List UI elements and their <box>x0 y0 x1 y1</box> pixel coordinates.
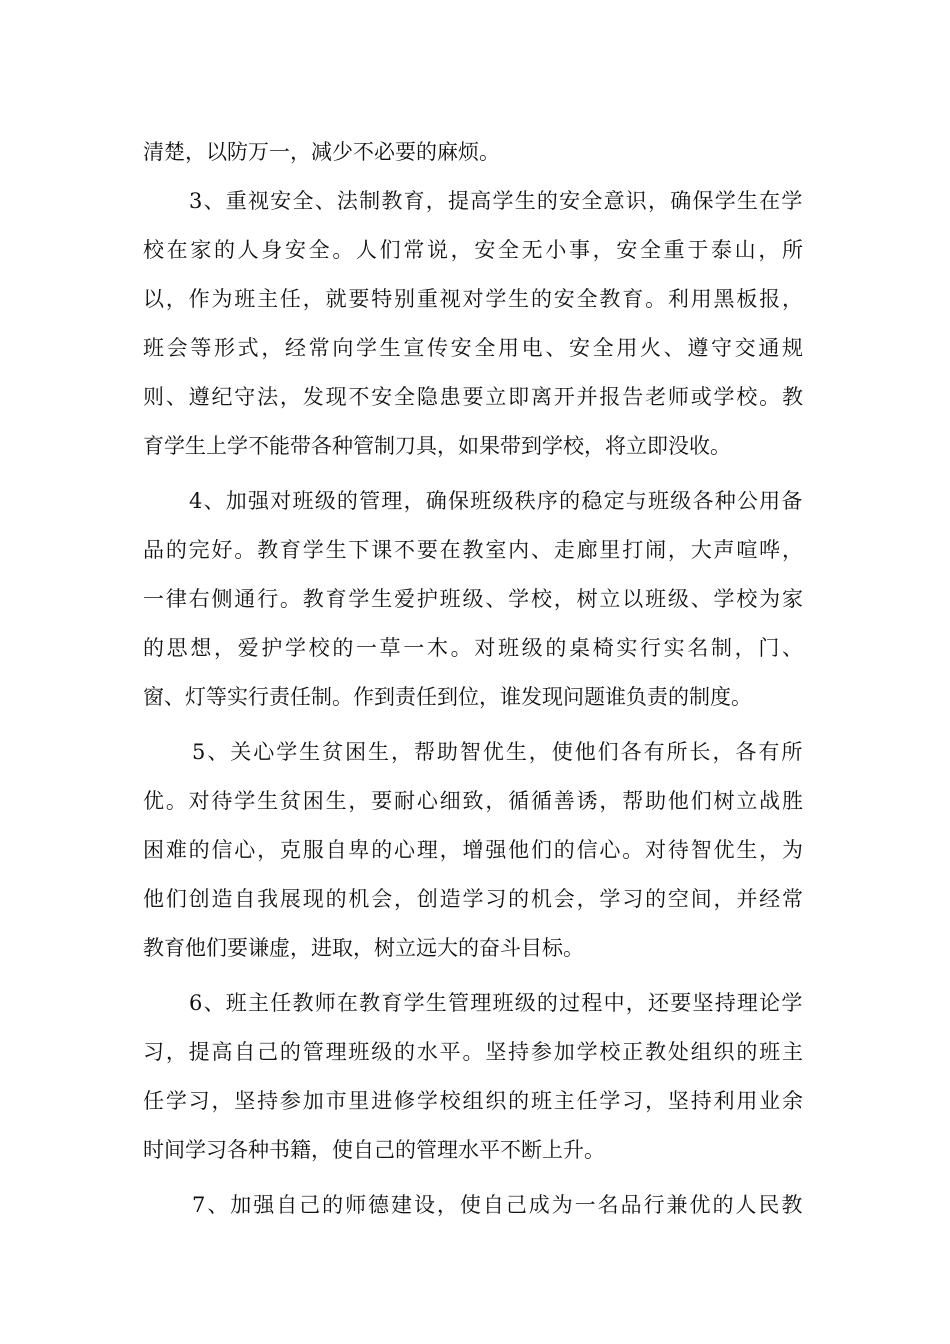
line-text: 以，作为班主任，就要特别重视对学生的安全教育。利用黑板报， <box>143 287 805 311</box>
text-line <box>0 879 950 919</box>
text-line <box>0 481 950 521</box>
line-text: 他们创造自我展现的机会，创造学习的机会，学习的空间，并经常 <box>143 887 805 911</box>
line-text: 4、加强对班级的管理，确保班级秩序的稳定与班级各种公用备 <box>189 489 804 513</box>
text-line <box>0 781 950 821</box>
text-line <box>0 628 950 668</box>
line-text: 习，提高自己的管理班级的水平。坚持参加学校正教处组织的班主 <box>143 1040 805 1064</box>
line-text: 任学习，坚持参加市里进修学校组织的班主任学习，坚持利用业余 <box>143 1089 805 1113</box>
line-text: 3、重视安全、法制教育，提高学生的安全意识，确保学生在学 <box>189 189 804 213</box>
line-text: 窗、灯等实行责任制。作到责任到位，谁发现问题谁负责的制度。 <box>143 685 752 709</box>
line-text: 清楚，以防万一，减少不必要的麻烦。 <box>143 140 500 164</box>
text-line <box>0 928 950 968</box>
text-line <box>0 830 950 870</box>
text-line <box>0 530 950 570</box>
text-line <box>0 677 950 717</box>
line-text: 优。对待学生贫困生，要耐心细致，循循善诱，帮助他们树立战胜 <box>143 789 805 813</box>
line-text: 的思想，爱护学校的一草一木。对班级的桌椅实行实名制，门、 <box>143 636 806 660</box>
text-line <box>0 132 950 172</box>
line-text: 品的完好。教育学生下课不要在教室内、走廊里打闹，大声喧哗， <box>143 538 805 562</box>
line-text: 教育他们要谦虚，进取，树立远大的奋斗目标。 <box>143 936 584 960</box>
line-text: 则、遵纪守法，发现不安全隐患要立即离开并报告老师或学校。教 <box>143 385 805 409</box>
text-line <box>0 230 950 270</box>
text-line <box>0 426 950 466</box>
text-line <box>0 279 950 319</box>
text-line <box>0 1081 950 1121</box>
text-line <box>0 1032 950 1072</box>
text-line <box>0 377 950 417</box>
text-line <box>0 328 950 368</box>
line-text: 一律右侧通行。教育学生爱护班级、学校，树立以班级、学校为家 <box>143 587 805 611</box>
text-line <box>0 732 950 772</box>
text-line <box>0 1130 950 1170</box>
line-text: 校在家的人身安全。人们常说，安全无小事，安全重于泰山，所 <box>143 238 806 262</box>
line-text: 7、加强自己的师德建设，使自己成为一名品行兼优的人民教 <box>192 1193 805 1217</box>
text-line <box>0 983 950 1023</box>
line-text: 时间学习各种书籍，使自己的管理水平不断上升。 <box>143 1138 605 1162</box>
line-text: 班会等形式，经常向学生宣传安全用电、安全用火、遵守交通规 <box>143 336 806 360</box>
line-text: 困难的信心，克服自卑的心理，增强他们的信心。对待智优生，为 <box>143 838 805 862</box>
line-text: 5、关心学生贫困生，帮助智优生，使他们各有所长，各有所 <box>192 740 805 764</box>
text-line <box>0 181 950 221</box>
text-line <box>0 1185 950 1225</box>
text-line <box>0 579 950 619</box>
line-text: 6、班主任教师在教育学生管理班级的过程中，还要坚持理论学 <box>189 991 804 1015</box>
line-text: 育学生上学不能带各种管制刀具，如果带到学校，将立即没收。 <box>143 434 731 458</box>
